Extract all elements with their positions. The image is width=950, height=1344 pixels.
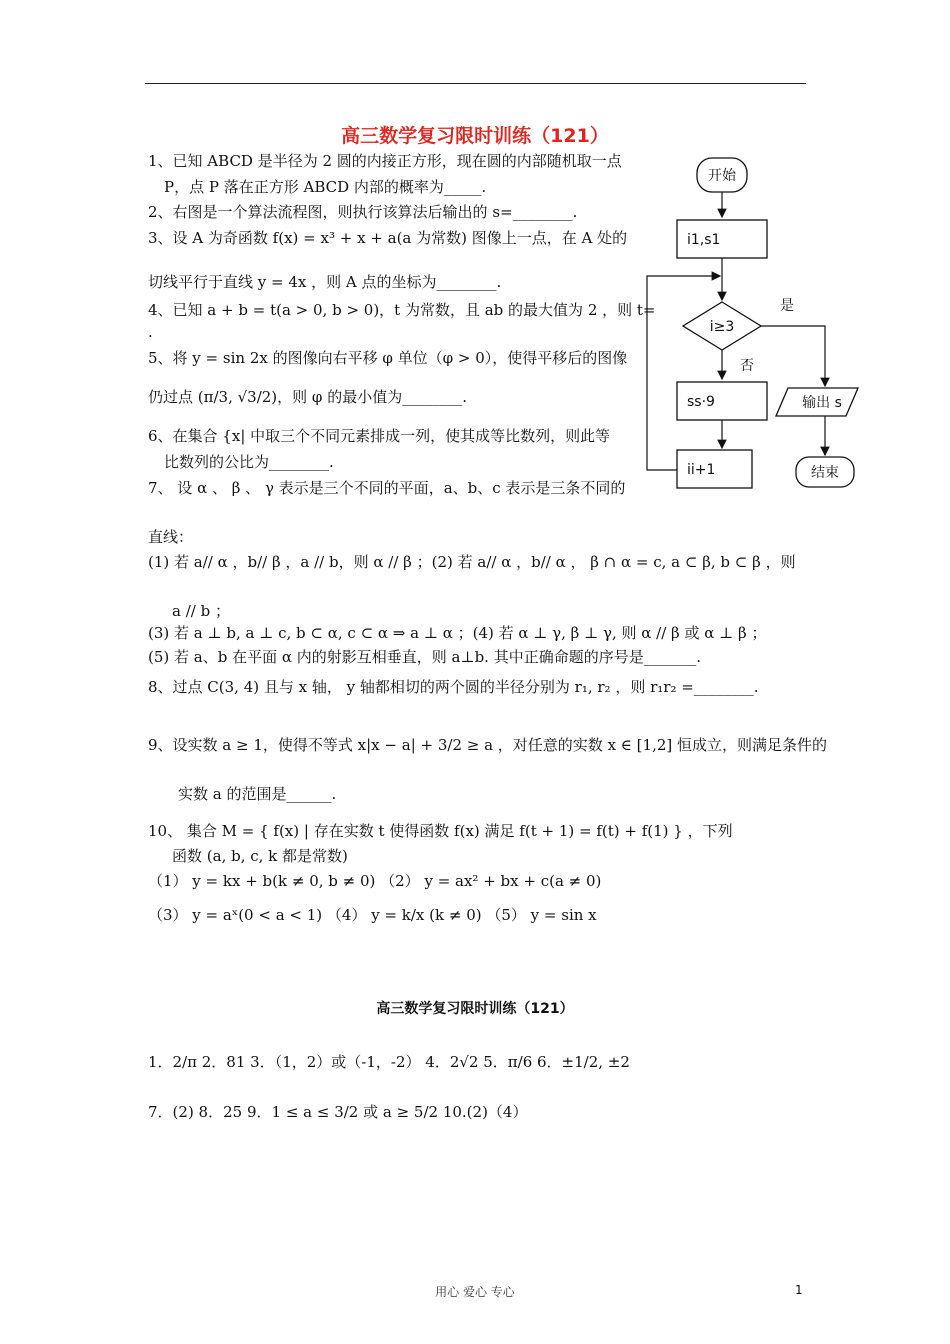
- answers-line-2: 7．(2) 8．25 9．1 ≤ a ≤ 3/2 或 a ≥ 5/2 10.(2)（4）: [148, 1103, 528, 1121]
- page-number: 1: [795, 1283, 803, 1297]
- output-label: 输出 s: [802, 395, 842, 411]
- q1-line-1: 1、已知 ABCD 是半径为 2 圆的内接正方形，现在圆的内部随机取一点: [148, 152, 622, 170]
- q9-line-2: 实数 a 的范围是______.: [178, 785, 337, 803]
- q7-line-6: (5) 若 a、b 在平面 α 内的射影互相垂直，则 a⊥b. 其中正确命题的序号是_______.: [148, 648, 701, 666]
- q5-line-1: 5、将 y = sin 2x 的图像向右平移 φ 单位（φ > 0），使得平移后的图像: [148, 349, 628, 367]
- q8-line: 8、过点 C(3, 4) 且与 x 轴， y 轴都相切的两个圆的半径分别为 r₁, r₂ ，则 r₁r₂ =________.: [148, 678, 759, 696]
- update-s-label: ss·9: [687, 394, 715, 410]
- q6-line-2: 比数列的公比为________.: [164, 453, 334, 471]
- page-footer: 用心 爱心 专心: [435, 1285, 515, 1299]
- q10-line-1: 10、 集合 M = { f(x) | 存在实数 t 使得函数 f(x) 满足 f(t + 1) = f(t) + f(1) } ，下列: [148, 822, 733, 840]
- q4-line-2: .: [148, 323, 153, 341]
- q4-line-1: 4、已知 a + b = t(a > 0, b > 0)，t 为常数，且 ab 的最大值为 2 ，则 t=: [148, 301, 656, 319]
- end-label: 结束: [811, 465, 839, 481]
- q7-line-2: 直线：: [148, 528, 194, 546]
- q3-line-2: 切线平行于直线 y = 4x ，则 A 点的坐标为________.: [148, 273, 502, 291]
- q2-line: 2、右图是一个算法流程图，则执行该算法后输出的 s=________.: [148, 203, 578, 221]
- q10-line-2: 函数 (a, b, c, k 都是常数): [172, 847, 348, 865]
- q1-line-2: P，点 P 落在正方形 ABCD 内部的概率为_____.: [164, 178, 487, 196]
- q3-line-1: 3、设 A 为奇函数 f(x) = x³ + x + a(a 为常数) 图像上一点，在 A 处的: [148, 229, 628, 247]
- condition-label: i≥3: [709, 319, 735, 335]
- q9-line-1: 9、设实数 a ≥ 1，使得不等式 x|x − a| + 3/2 ≥ a ，对任意的实数 x ∈ [1,2] 恒成立，则满足条件的: [148, 736, 828, 754]
- answers-title: 高三数学复习限时训练（121）: [376, 1001, 574, 1017]
- update-i-label: ii+1: [687, 462, 716, 478]
- q7-line-5: (3) 若 a ⊥ b, a ⊥ c, b ⊂ α, c ⊂ α ⇒ a ⊥ α ；(4) 若 α ⊥ γ, β ⊥ γ, 则 α // β 或 α ⊥ β ；: [148, 624, 767, 642]
- q10-line-4: （3） y = aˣ(0 < a < 1) （4） y = k/x (k ≠ 0) （5） y = sin x: [148, 906, 597, 924]
- no-label: 否: [740, 358, 754, 374]
- algorithm-flowchart: [630, 150, 860, 500]
- q5-line-2: 仍过点 (π/3, √3/2)，则 φ 的最小值为________.: [148, 388, 467, 406]
- init-label: i1,s1: [687, 232, 721, 248]
- header-rule: [145, 83, 806, 84]
- start-label: 开始: [708, 168, 736, 184]
- answers-line-1: 1．2/π 2．81 3．（1，2）或（-1，-2） 4．2√2 5．π/6 6．±1/2, ±2: [148, 1053, 630, 1071]
- q7-line-1: 7、 设 α 、 β 、 γ 表示是三个不同的平面，a、b、c 表示是三条不同的: [148, 479, 626, 497]
- q7-line-3: (1) 若 a// α ，b// β ，a // b，则 α // β ；(2) 若 a// α ，b// α ， β ∩ α = c, a ⊂ β, b ⊂ β ，则: [148, 553, 796, 571]
- q10-line-3: （1） y = kx + b(k ≠ 0, b ≠ 0) （2） y = ax² + bx + c(a ≠ 0): [148, 872, 602, 890]
- yes-label: 是: [780, 298, 794, 314]
- q6-line-1: 6、在集合 {x| 中取三个不同元素排成一列，使其成等比数列，则此等: [148, 427, 611, 445]
- page-title: 高三数学复习限时训练（121）: [341, 125, 609, 147]
- q7-line-4: a // b ；: [172, 602, 230, 620]
